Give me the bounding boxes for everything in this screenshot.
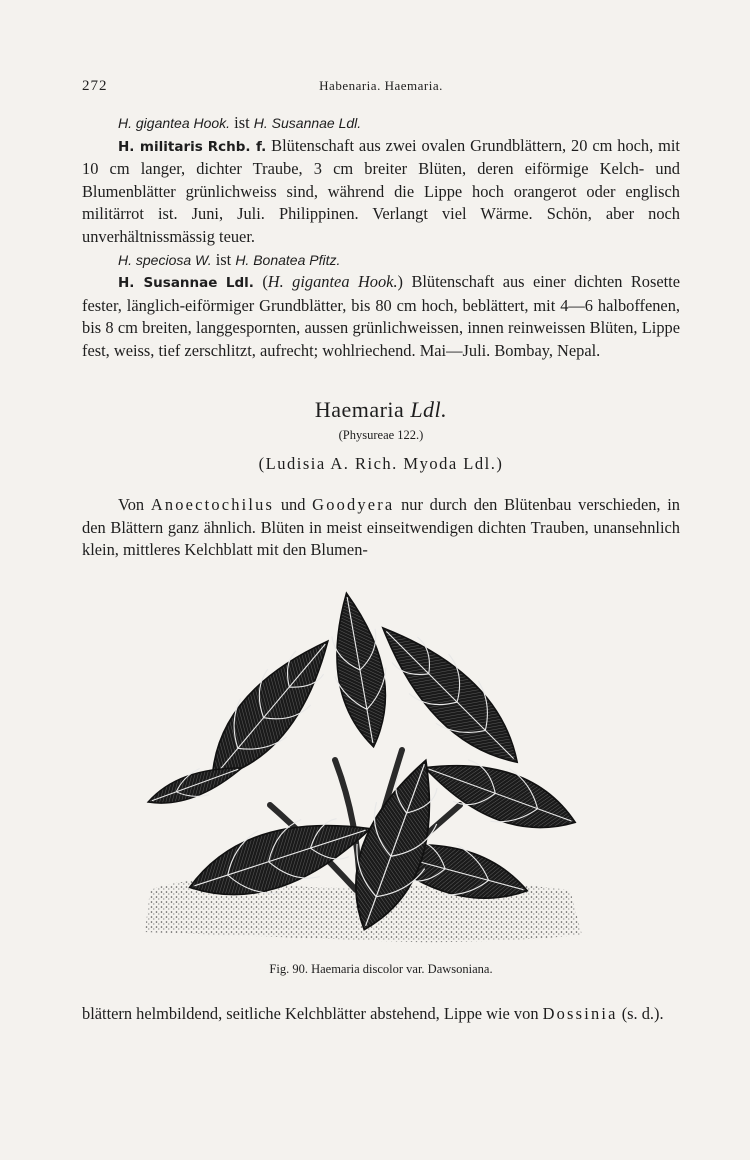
running-title: Habenaria. Haemaria. bbox=[319, 78, 443, 93]
plant-illustration bbox=[130, 590, 590, 950]
entry-militaris bbox=[82, 135, 680, 249]
species-author: Rchb. f. bbox=[207, 138, 267, 155]
species-description: Blütenschaft aus zwei ovalen Grundblättern, 20 cm hoch, mit 10 cm langer, dichter Traube, 3 cm breiter Blüten, deren eiförmige Kelch- und Blumenblätter grünlichweiss sind, während die Lippe hoch orangerot oder englisch militärrot ist. Juni, Juli. Philippinen. Verlangt viel Wärme. Schön, aber noch unverhältnissmässig teuer. bbox=[82, 135, 680, 246]
description-paragraph bbox=[82, 494, 680, 562]
description-text: nur durch den Blütenbau verschieden, in den Blättern ganz ähnlich. Blüten in meist einseitwendigen dichten Trauben, unansehnlich klein, mittleres Kelchblatt mit den Blumen- bbox=[82, 495, 680, 560]
habenaria-entries bbox=[82, 112, 680, 363]
continuation bbox=[82, 1003, 680, 1026]
continuation-paragraph bbox=[82, 1003, 680, 1026]
entry-susannae: H. Susannae Ldl. (H. gigantea Hook.) Blütenschaft aus einer dichten Rosette fester, länglich-eiförmiger Grundblätter, bis 80 cm hoch, beblättert, mit 4—6 halboffenen, bis 8 cm breiten, langgespornten, aussen grünlichweissen, innen reinweissen Blüten, Lippe fest, weiss, tief zerschlitzt, aufrecht; wohlriechend. Mai—Juli. Bombay, Nepal. bbox=[82, 272, 681, 360]
connector: ist bbox=[230, 113, 254, 132]
synonym-name: H. Bonatea Pfitz. bbox=[235, 251, 341, 268]
page-number: 272 bbox=[82, 78, 108, 94]
species-name: H. gigantea Hook. bbox=[118, 115, 231, 131]
connector: ist bbox=[211, 249, 236, 269]
species-name: H. militaris bbox=[118, 138, 203, 155]
description-and: und bbox=[280, 495, 306, 514]
species-description: Blütenschaft aus einer dichten Rosette fester, länglich-eiförmiger Grundblätter, bis 80 cm hoch, beblättert, mit 4—6 halboffenen, bis 8 cm breiten, langgespornten, aussen grünlichweissen, innen reinweissen Blüten, Lippe fest, weiss, tief zerschlitzt, aufrecht; wohlriechend. Mai—Juli. Bombay, Nepal. bbox=[82, 272, 681, 360]
leaf-top-right bbox=[362, 607, 539, 784]
running-head bbox=[82, 78, 680, 98]
species-name: H. speciosa W. bbox=[118, 251, 212, 268]
entry-gigantea bbox=[82, 112, 680, 135]
figure-caption: Fig. 90. Haemaria discolor var. Dawsoniana. bbox=[269, 962, 493, 976]
synonym-name: H. gigantea Hook. bbox=[267, 272, 398, 292]
species-author: Ldl. bbox=[225, 275, 254, 292]
continuation-ref: (s. d.). bbox=[621, 1004, 664, 1023]
genus-author: Ldl. bbox=[410, 397, 448, 422]
genus-ref-anoectochilus: Anoectochilus bbox=[150, 495, 275, 514]
leaf-top-center bbox=[321, 590, 399, 751]
description-prefix: Von bbox=[118, 495, 145, 514]
genus-description bbox=[82, 494, 680, 562]
genus-heading bbox=[82, 397, 680, 423]
genus-ref-dossinia: Dossinia bbox=[542, 1004, 618, 1023]
genus-synonyms: (Ludisia A. Rich. Myoda Ldl.) bbox=[258, 454, 504, 473]
genus-tribe: (Physureae 122.) bbox=[338, 428, 424, 442]
species-name: H. Susannae bbox=[118, 275, 218, 292]
synonym-name: H. Susannae Ldl. bbox=[253, 115, 362, 131]
genus-ref-goodyera: Goodyera bbox=[312, 495, 395, 514]
entry-speciosa bbox=[82, 249, 680, 272]
genus-name: Haemaria bbox=[314, 397, 405, 422]
continuation-text: blättern helmbildend, seitliche Kelchblätter abstehend, Lippe wie von bbox=[82, 1004, 539, 1023]
